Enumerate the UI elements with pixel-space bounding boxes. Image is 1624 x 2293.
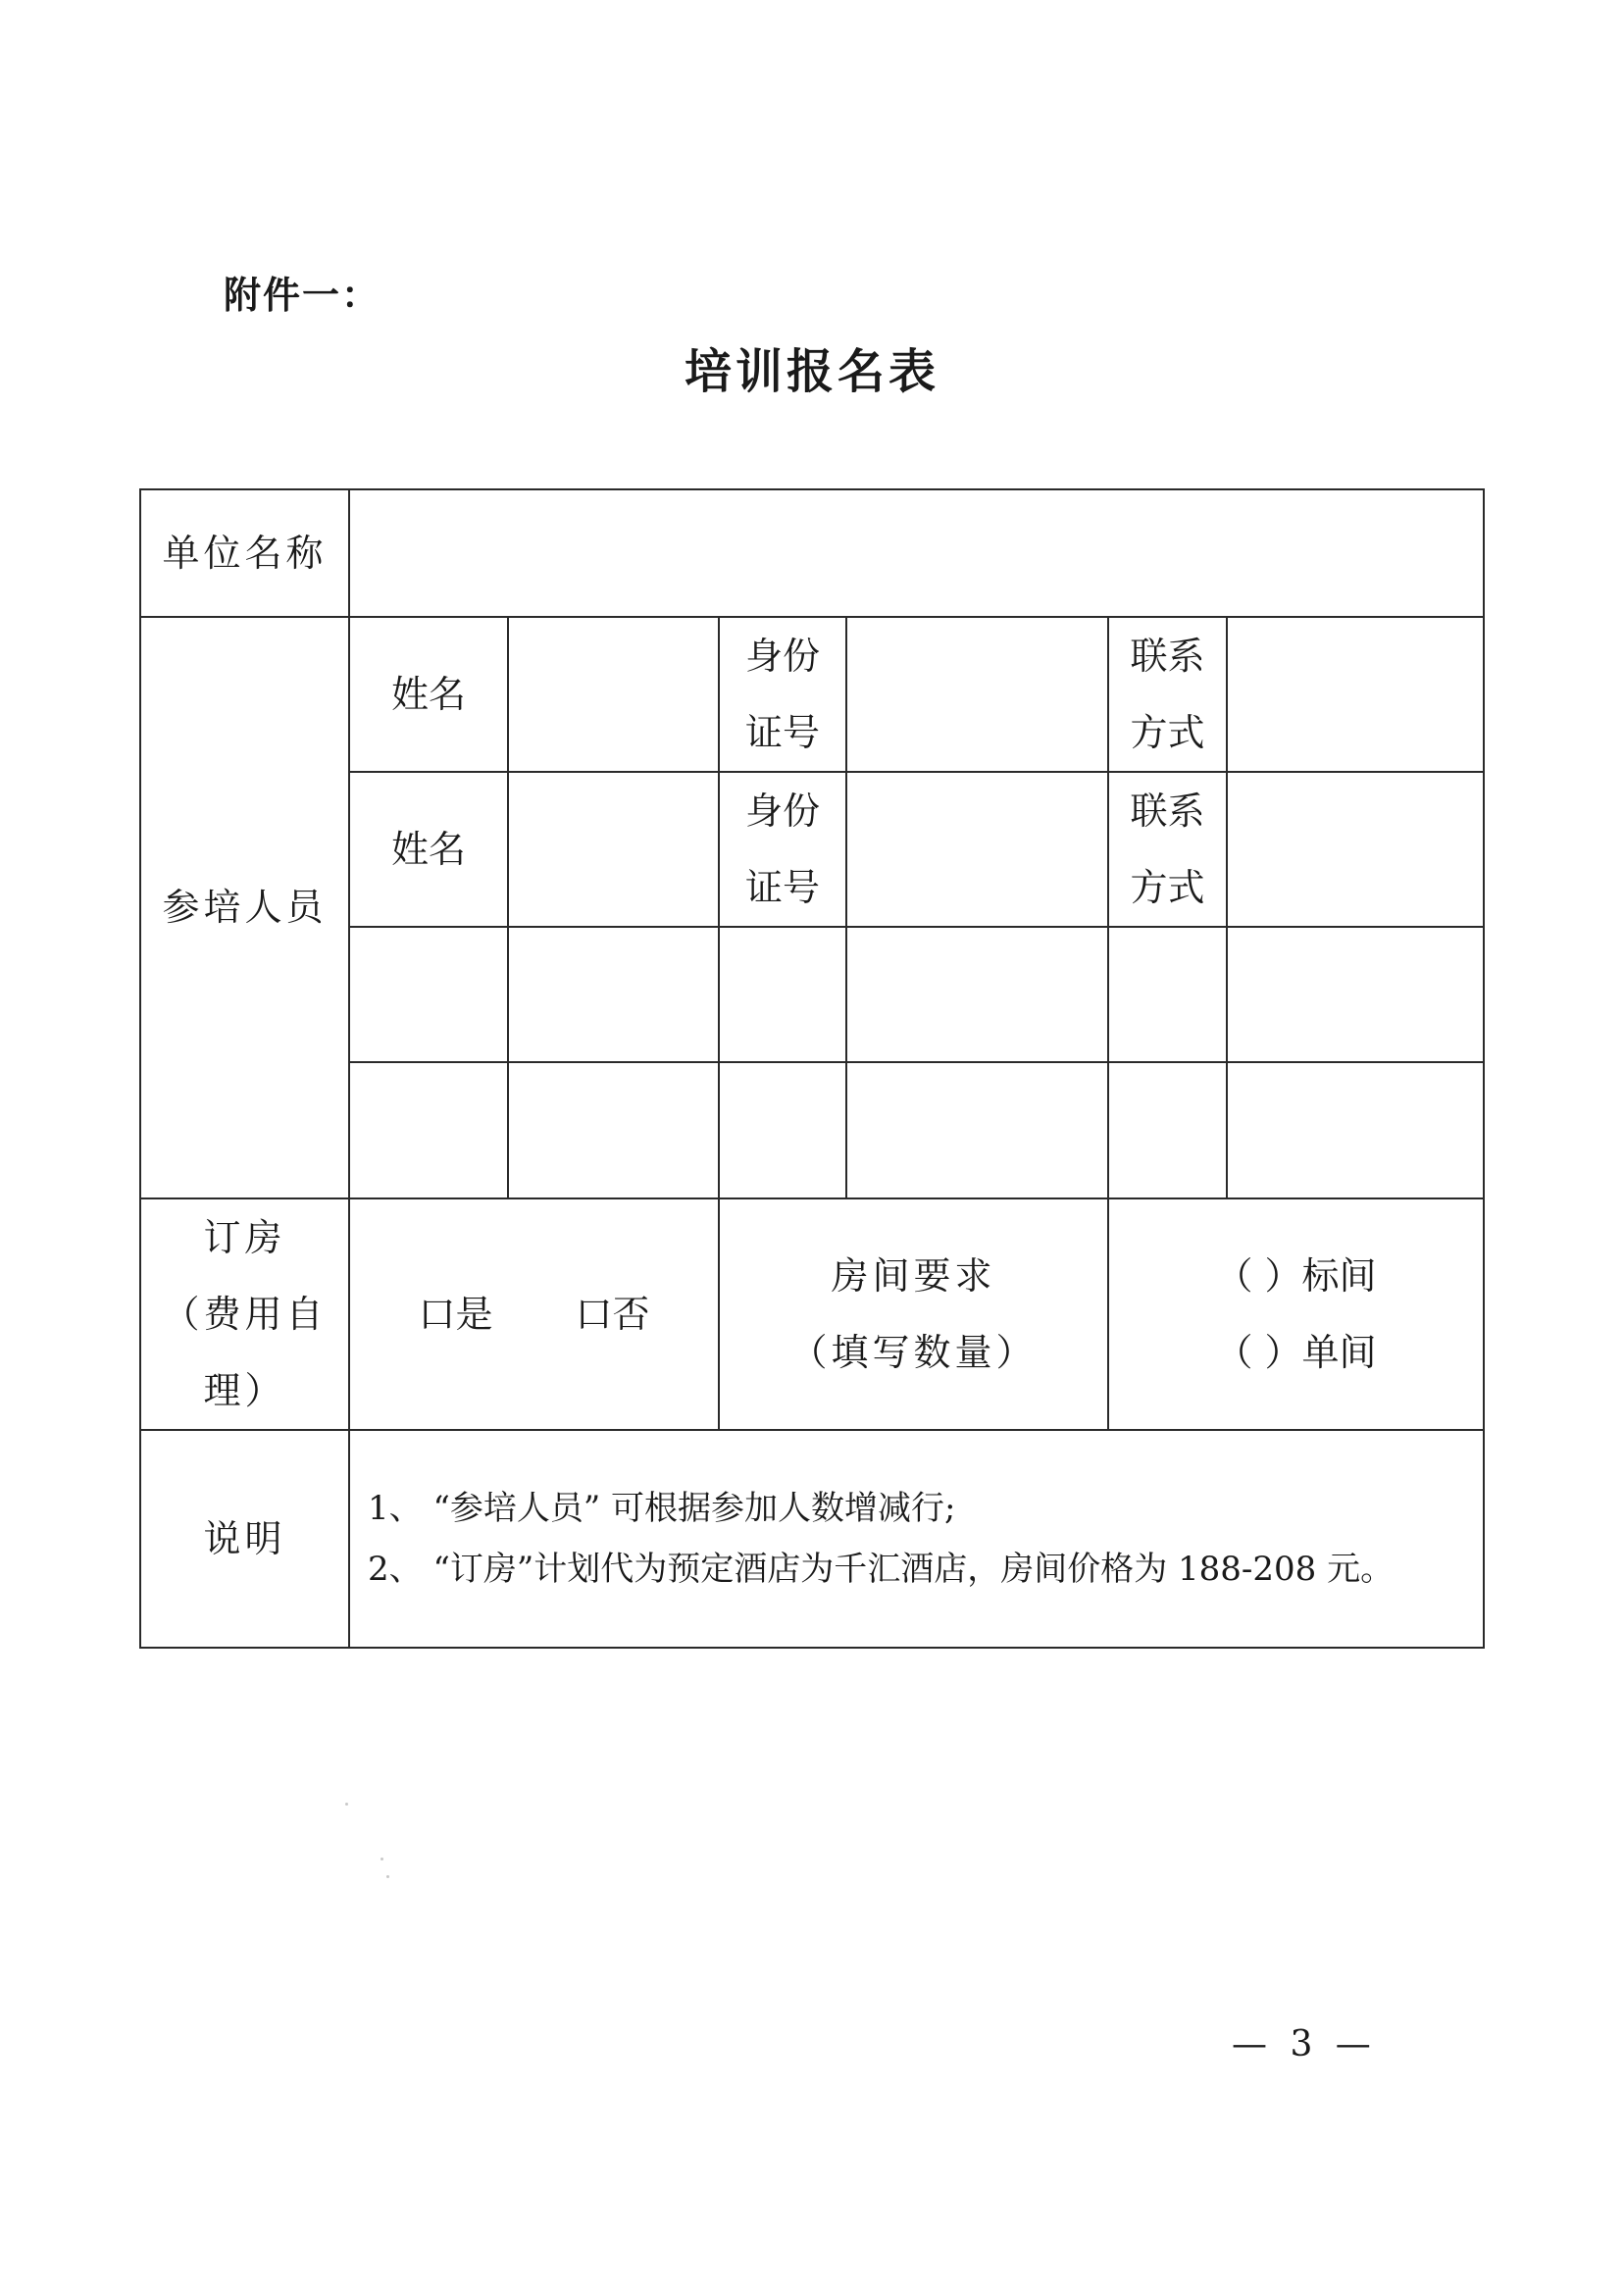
empty-cell[interactable] bbox=[719, 1062, 846, 1197]
name-label: 姓名 bbox=[349, 772, 508, 927]
notes-content bbox=[349, 1430, 1484, 1648]
notes-row bbox=[140, 1430, 1484, 1648]
room-type-options bbox=[1108, 1198, 1484, 1430]
id-number-field[interactable] bbox=[846, 617, 1108, 772]
name-field[interactable] bbox=[508, 772, 719, 927]
contact-field[interactable] bbox=[1227, 772, 1484, 927]
empty-cell[interactable] bbox=[508, 927, 719, 1062]
name-field[interactable] bbox=[508, 617, 719, 772]
unit-row bbox=[140, 489, 1484, 617]
empty-cell[interactable] bbox=[1108, 1062, 1227, 1197]
notes-line-1: 1、 “参培人员” 可根据参加人数增减行; bbox=[368, 1488, 956, 1528]
notes-line-2: 2、 “订房”计划代为预定酒店为千汇酒店，房间价格为 188-208 元。 bbox=[368, 1549, 1395, 1589]
scan-speck bbox=[381, 1858, 383, 1860]
page-number: — 3 — bbox=[1232, 2024, 1377, 2064]
booking-options bbox=[349, 1198, 719, 1430]
empty-cell[interactable] bbox=[349, 927, 508, 1062]
id-number-field[interactable] bbox=[846, 772, 1108, 927]
room-requirement-label: 房间要求 （填写数量） bbox=[719, 1198, 1108, 1430]
contact-label: 联系 方式 bbox=[1108, 617, 1227, 772]
scan-speck bbox=[345, 1803, 348, 1806]
registration-form bbox=[139, 488, 1485, 1649]
empty-cell[interactable] bbox=[508, 1062, 719, 1197]
booking-yes-option[interactable]: 口是 bbox=[418, 1292, 493, 1336]
empty-cell[interactable] bbox=[846, 927, 1108, 1062]
empty-cell[interactable] bbox=[1227, 927, 1484, 1062]
booking-label: 订房 （费用自 理） bbox=[140, 1198, 349, 1430]
attachment-label: 附件一： bbox=[224, 274, 381, 317]
booking-row bbox=[140, 1198, 1484, 1430]
room-type-standard[interactable]: （ ）标间 bbox=[1215, 1253, 1377, 1298]
scan-speck bbox=[386, 1875, 389, 1878]
name-label: 姓名 bbox=[349, 617, 508, 772]
id-number-label: 身份 证号 bbox=[719, 772, 846, 927]
participant-row bbox=[140, 617, 1484, 772]
empty-cell[interactable] bbox=[719, 927, 846, 1062]
participants-label: 参培人员 bbox=[140, 617, 349, 1197]
unit-name-label: 单位名称 bbox=[140, 489, 349, 617]
id-number-label: 身份 证号 bbox=[719, 617, 846, 772]
empty-cell[interactable] bbox=[1108, 927, 1227, 1062]
unit-name-field[interactable] bbox=[349, 489, 1484, 617]
contact-label: 联系 方式 bbox=[1108, 772, 1227, 927]
empty-cell[interactable] bbox=[349, 1062, 508, 1197]
room-type-single[interactable]: （ ）单间 bbox=[1215, 1330, 1377, 1374]
empty-cell[interactable] bbox=[1227, 1062, 1484, 1197]
notes-label: 说明 bbox=[140, 1430, 349, 1648]
empty-cell[interactable] bbox=[846, 1062, 1108, 1197]
booking-no-option[interactable]: 口否 bbox=[575, 1292, 650, 1336]
form-title: 培训报名表 bbox=[684, 344, 939, 399]
contact-field[interactable] bbox=[1227, 617, 1484, 772]
